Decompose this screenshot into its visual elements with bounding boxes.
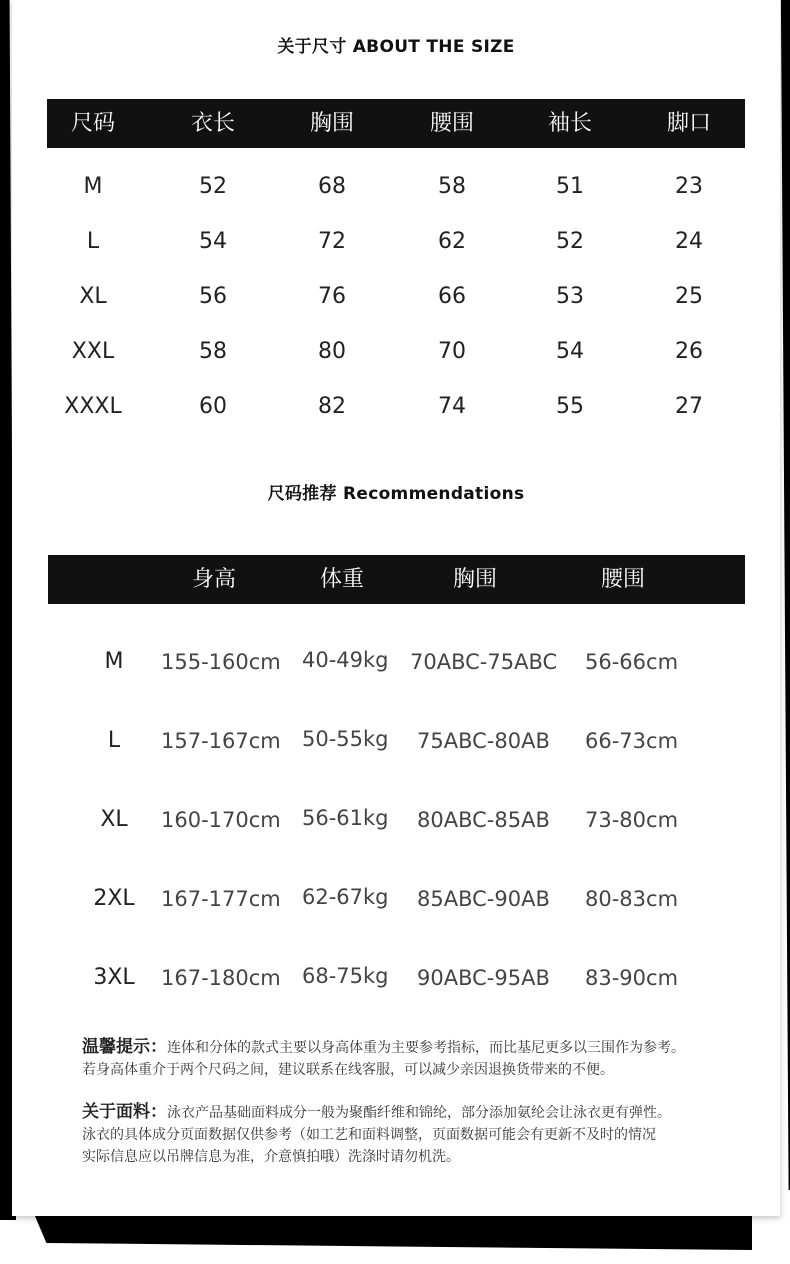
cell-size: XL <box>100 807 128 832</box>
cell-waist: 66 <box>438 284 466 309</box>
cell-chest: 82 <box>318 394 346 419</box>
size-chart-card <box>12 0 780 1216</box>
cell-height: 157-167cm <box>161 729 281 753</box>
table-row <box>48 721 745 761</box>
cell-height: 160-170cm <box>161 808 281 832</box>
cell-sleeve: 53 <box>556 284 584 309</box>
table-row <box>48 642 745 682</box>
cell-sleeve: 54 <box>556 339 584 364</box>
cell-length: 56 <box>199 284 227 309</box>
cell-chest: 72 <box>318 229 346 254</box>
cell-length: 54 <box>199 229 227 254</box>
table-row <box>47 167 745 207</box>
cell-size: XL <box>79 284 107 309</box>
table-row <box>47 332 745 372</box>
table-row <box>48 800 745 840</box>
cell-waist: 70 <box>438 339 466 364</box>
header-waist: 腰围 <box>600 567 645 592</box>
cell-bust: 80ABC-85AB <box>417 808 550 832</box>
fabric-line-2: 泳衣的具体成分页面数据仅供参考（如工艺和面料调整，页面数据可能会有更新不及时的情况 <box>82 1127 656 1143</box>
cell-sleeve: 55 <box>556 394 584 419</box>
recommend-table-header <box>48 555 745 604</box>
cell-weight: 40-49kg <box>302 648 389 672</box>
table-row <box>48 958 745 998</box>
cell-sleeve: 51 <box>556 174 584 199</box>
cell-weight: 68-75kg <box>302 964 389 988</box>
header-height: 身高 <box>191 567 236 592</box>
cell-waist: 58 <box>438 174 466 199</box>
cell-waist: 56-66cm <box>585 650 679 674</box>
fabric-line-3: 实际信息应以吊牌信息为准，介意慎拍哦）洗涤时请勿机洗。 <box>82 1149 460 1165</box>
cell-waist: 62 <box>438 229 466 254</box>
cell-size: L <box>107 728 121 753</box>
cell-weight: 62-67kg <box>302 885 389 909</box>
header-sleeve: 袖长 <box>547 111 592 136</box>
cell-weight: 50-55kg <box>302 727 389 751</box>
cell-length: 58 <box>199 339 227 364</box>
cell-size: L <box>86 229 100 254</box>
size-table-header <box>47 99 745 148</box>
header-length: 衣长 <box>190 111 235 136</box>
cell-bust: 75ABC-80AB <box>417 729 550 753</box>
cell-sleeve: 52 <box>556 229 584 254</box>
table-row <box>48 879 745 919</box>
header-waist: 腰围 <box>429 111 474 136</box>
fabric-label: 关于面料： <box>82 1102 167 1122</box>
cell-bust: 90ABC-95AB <box>417 966 550 990</box>
tips-label: 温馨提示： <box>82 1037 167 1057</box>
cell-waist: 80-83cm <box>585 887 679 911</box>
table-row <box>47 387 745 427</box>
cell-waist: 66-73cm <box>585 729 679 753</box>
cell-bust: 70ABC-75ABC <box>410 650 558 674</box>
cell-cuff: 26 <box>675 339 703 364</box>
cell-bust: 85ABC-90AB <box>417 887 550 911</box>
cell-cuff: 23 <box>675 174 703 199</box>
cell-length: 52 <box>199 174 227 199</box>
cell-size: 3XL <box>93 965 135 990</box>
cell-size: M <box>83 174 103 199</box>
cell-waist: 83-90cm <box>585 966 679 990</box>
cell-chest: 76 <box>318 284 346 309</box>
cell-height: 167-177cm <box>161 887 281 911</box>
header-chest: 胸围 <box>309 111 354 136</box>
cell-waist: 74 <box>438 394 466 419</box>
tips-note <box>82 1036 762 1081</box>
size-section-title: 关于尺寸 ABOUT THE SIZE <box>277 37 515 57</box>
cell-waist: 73-80cm <box>585 808 679 832</box>
header-weight: 体重 <box>319 567 364 592</box>
header-cuff: 脚口 <box>666 111 711 136</box>
fabric-line-1: 泳衣产品基础面料成分一般为聚酯纤维和锦纶，部分添加氨纶会让泳衣更有弹性。 <box>167 1105 671 1121</box>
cell-size: 2XL <box>93 886 135 911</box>
header-bust: 胸围 <box>452 567 497 592</box>
cell-height: 155-160cm <box>161 650 281 674</box>
tips-line-2: 若身高体重介于两个尺码之间，建议联系在线客服，可以减少亲因退换货带来的不便。 <box>82 1062 614 1078</box>
cell-length: 60 <box>199 394 227 419</box>
cell-cuff: 24 <box>675 229 703 254</box>
cell-chest: 80 <box>318 339 346 364</box>
cell-size: M <box>104 649 124 674</box>
cell-weight: 56-61kg <box>302 806 389 830</box>
fabric-note <box>82 1101 762 1168</box>
table-row <box>47 277 745 317</box>
cell-height: 167-180cm <box>161 966 281 990</box>
tips-line-1: 连体和分体的款式主要以身高体重为主要参考指标，而比基尼更多以三围作为参考。 <box>167 1040 685 1056</box>
cell-chest: 68 <box>318 174 346 199</box>
header-size: 尺码 <box>70 111 115 136</box>
cell-cuff: 25 <box>675 284 703 309</box>
cell-size: XXL <box>71 339 115 364</box>
table-row <box>47 222 745 262</box>
cell-cuff: 27 <box>675 394 703 419</box>
cell-size: XXXL <box>64 394 122 419</box>
recommend-section-title: 尺码推荐 Recommendations <box>267 484 525 504</box>
